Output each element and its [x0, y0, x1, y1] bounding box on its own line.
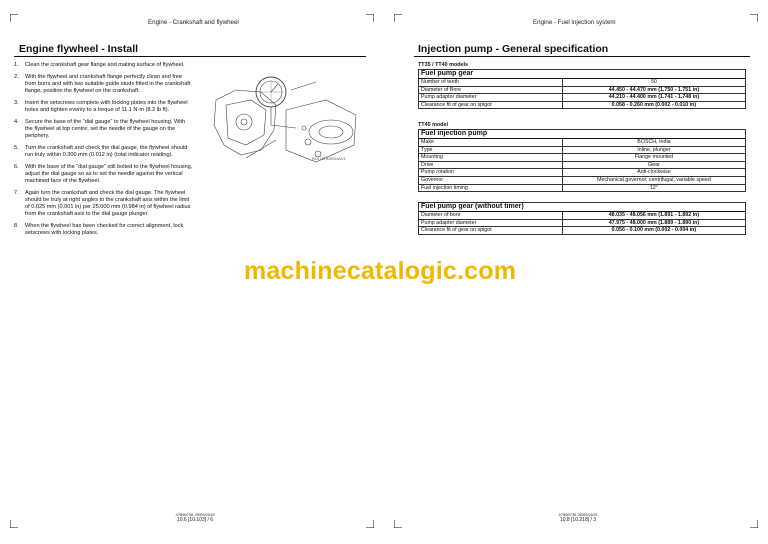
crop-mark-top-right	[750, 14, 758, 22]
running-header: Engine - Crankshaft and flywheel	[148, 19, 239, 26]
fuel-pump-gear-table	[418, 69, 746, 109]
spec-value: 44.450 - 44.470 mm (1.750 - 1.751 in)	[562, 86, 745, 94]
title-rule	[414, 56, 750, 57]
spec-label: Type	[419, 146, 563, 154]
crop-mark-bottom-right	[366, 520, 374, 528]
step-text: With the flywheel and crankshaft flange perfectly clean and free from burrs and with two suitable guide studs fitted in the crankshaft flange, position the flywheel on the crankshaft.	[25, 74, 191, 94]
install-step	[14, 145, 194, 159]
spec-value: 47.975 - 48.000 mm (1.889 - 1.890 in)	[562, 219, 745, 227]
flywheel-dial-gauge-figure	[206, 70, 366, 166]
table-row	[419, 139, 746, 147]
spec-value: 48.035 - 48.056 mm (1.891 - 1.892 in)	[562, 212, 745, 220]
page-title: Injection pump - General specification	[418, 43, 609, 55]
spec-value: 12°	[562, 184, 745, 192]
spec-value: Mechanical governor, centrifugal, variable speed	[562, 176, 745, 184]
page-number: 10.8 [10.218] / 3	[559, 517, 597, 523]
crop-mark-top-left	[394, 14, 402, 22]
step-text: Secure the base of the “dial gauge” to the flywheel housing. With the flywheel at top centre, set the needle of the gauge on the periphery.	[25, 119, 186, 139]
install-steps	[14, 62, 194, 242]
spec-label: Diameter of bore	[419, 212, 563, 220]
step-number: 4.	[14, 119, 19, 125]
step-number: 3.	[14, 100, 19, 106]
step-number: 5.	[14, 145, 19, 151]
spec-label: Pump adapter diameter	[419, 219, 563, 227]
install-step	[14, 223, 194, 237]
step-text: Insert the setscrews complete with locking plates into the flywheel holes and tighten evenly to a torque of 11.1 N·m (8.2 lb ft).	[25, 100, 188, 113]
table-row	[419, 146, 746, 154]
install-step	[14, 164, 194, 185]
crop-mark-bottom-left	[10, 520, 18, 528]
install-step	[14, 62, 194, 69]
spec-value: 50	[562, 79, 745, 87]
table-row	[419, 79, 746, 87]
spec-value: 0.058 - 0.260 mm (0.002 - 0.010 in)	[562, 101, 745, 109]
fuel-injection-pump-table	[418, 129, 746, 192]
spec-label: Fuel injection timing	[419, 184, 563, 192]
spec-label: Mounting	[419, 154, 563, 162]
table-row	[419, 227, 746, 235]
step-number: 6.	[14, 164, 19, 170]
crop-mark-bottom-right	[750, 520, 758, 528]
install-step	[14, 190, 194, 218]
figure-label: RAIL16TR00044AA 5	[312, 157, 346, 161]
spec-value: 0.056 - 0.100 mm (0.002 - 0.004 in)	[562, 227, 745, 235]
spec-value: Anti-clockwise	[562, 169, 745, 177]
crop-mark-bottom-left	[394, 520, 402, 528]
page-number: 10.6 [10.103] / 6	[176, 517, 214, 523]
step-text: With the base of the “dial gauge” still bolted to the flywheel housing, adjust the dial gauge so as to set the needle against the vertical machined face of the flywheel.	[25, 164, 193, 184]
install-step	[14, 100, 194, 114]
spec-value: Inline, plunger	[562, 146, 745, 154]
step-number: 1.	[14, 62, 19, 68]
right-footer	[518, 512, 638, 523]
table-row	[419, 94, 746, 102]
spec-label: Pump adaptor diameter	[419, 94, 563, 102]
table-row	[419, 184, 746, 192]
table-row	[419, 219, 746, 227]
spec-label: Diameter of Bore	[419, 86, 563, 94]
table-row	[419, 101, 746, 109]
doc-code: 47899736 29/09/2015	[558, 512, 598, 517]
step-number: 8.	[14, 223, 19, 229]
watermark: machinecatalogic.com	[244, 257, 517, 285]
table-heading: Fuel pump gear (without timer)	[419, 203, 746, 212]
crop-mark-top-left	[10, 14, 18, 22]
spec-value: BOSCH, India	[562, 139, 745, 147]
title-rule	[14, 56, 366, 57]
table-row	[419, 169, 746, 177]
page-title: Engine flywheel - Install	[19, 43, 139, 55]
spec-value: Gear	[562, 161, 745, 169]
step-text: When the flywheel has been checked for correct alignment, lock setscrews with locking plates.	[25, 223, 184, 236]
spec-value: Flange mounted	[562, 154, 745, 162]
step-number: 2.	[14, 74, 19, 80]
table-heading: Fuel injection pump	[419, 130, 746, 139]
step-text: Turn the crankshaft and check the dial gauge, the flywheel should run truly within 0.300 mm (0.012 in) (total indicator reading).	[25, 145, 188, 158]
spec-label: Governor	[419, 176, 563, 184]
model-label-tt35-tt40: TT35 / TT40 models	[418, 62, 469, 68]
crop-mark-top-right	[366, 14, 374, 22]
table-heading: Fuel pump gear	[419, 70, 746, 79]
spec-label: Number of teeth	[419, 79, 563, 87]
left-footer	[135, 512, 255, 523]
table-row	[419, 176, 746, 184]
running-header: Engine - Fuel injection system	[533, 19, 616, 26]
spec-label: Make	[419, 139, 563, 147]
table-row	[419, 154, 746, 162]
table-row	[419, 161, 746, 169]
spec-value: 44.210 - 44.400 mm (1.741 - 1.748 in)	[562, 94, 745, 102]
install-step	[14, 74, 194, 95]
spec-label: Drive	[419, 161, 563, 169]
model-label-tt45: TT45 model	[418, 122, 448, 128]
install-step	[14, 119, 194, 140]
step-number: 7.	[14, 190, 19, 196]
table-row	[419, 212, 746, 220]
step-text: Clean the crankshaft gear flange and mating surface of flywheel.	[25, 62, 185, 68]
spec-label: Pump rotation	[419, 169, 563, 177]
step-text: Again turn the crankshaft and check the dial gauge. The flywheel should be truly at right angles to the crankshaft axis within the limit of 0.025 mm (0.001 in) per 25.000 mm (0.984 in) of flywheel radius from the crankshaft axis to the dial gauge plunger.	[25, 190, 191, 217]
fuel-pump-gear-without-timer-table	[418, 202, 746, 235]
doc-code: 47899736 29/09/2015	[175, 512, 215, 517]
table-row	[419, 86, 746, 94]
spec-label: Clearance fit of gear on spigot	[419, 227, 563, 235]
spec-label: Clearance fit of gear on spigot	[419, 101, 563, 109]
